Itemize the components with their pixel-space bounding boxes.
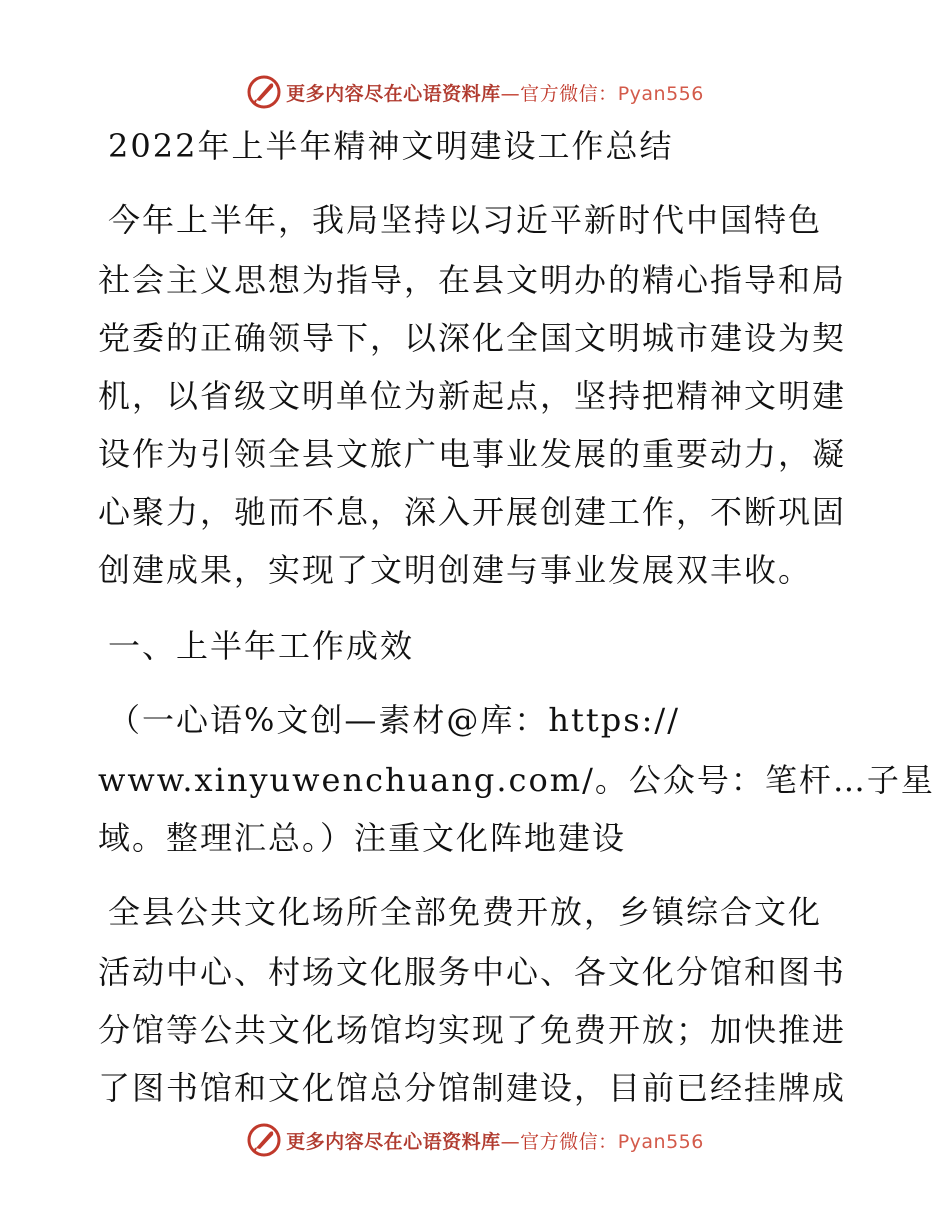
intro-line: 今年上半年，我局坚持以习近平新时代中国特色: [108, 201, 823, 239]
quill-logo-icon: [246, 1122, 282, 1158]
sub-line: 域。整理汇总。）注重文化阵地建设: [98, 819, 627, 857]
quill-logo-icon: [246, 74, 282, 110]
banner-main-text: 更多内容尽在心语资料库: [286, 82, 501, 105]
body-line: 活动中心、村场文化服务中心、各文化分馆和图书: [98, 953, 847, 991]
banner-main-text: 更多内容尽在心语资料库: [286, 1130, 501, 1153]
banner-wechat-id: Pyan556: [617, 1130, 704, 1153]
banner-text: [286, 1127, 704, 1154]
intro-line: 党委的正确领导下，以深化全国文明城市建设为契: [98, 319, 847, 357]
banner-separator-text: —官方微信：: [500, 82, 618, 105]
banner-text: [286, 79, 704, 106]
intro-line: 设作为引领全县文旅广电事业发展的重要动力，凝: [98, 435, 847, 473]
intro-line: 社会主义思想为指导，在县文明办的精心指导和局: [98, 261, 847, 299]
sub-line: （一心语%文创—素材@库：https://: [108, 701, 680, 739]
footer-banner: [0, 1120, 950, 1160]
intro-line: 心聚力，驰而不息，深入开展创建工作，不断巩固: [98, 493, 847, 531]
intro-line: 机，以省级文明单位为新起点，坚持把精神文明建: [98, 377, 847, 415]
body-line: 全县公共文化场所全部免费开放，乡镇综合文化: [108, 893, 823, 931]
body-line: 了图书馆和文化馆总分馆制建设，目前已经挂牌成: [98, 1069, 847, 1107]
doc-title: 2022年上半年精神文明建设工作总结: [108, 127, 674, 165]
header-banner: [0, 72, 950, 112]
sub-line: www.xinyuwenchuang.com/。公众号：笔杆…子星: [98, 761, 935, 799]
body-line: 分馆等公共文化场馆均实现了免费开放；加快推进: [98, 1011, 847, 1049]
banner-separator-text: —官方微信：: [500, 1130, 618, 1153]
section-heading: 一、上半年工作成效: [108, 627, 415, 665]
intro-line: 创建成果，实现了文明创建与事业发展双丰收。: [98, 551, 813, 589]
banner-wechat-id: Pyan556: [617, 82, 704, 105]
